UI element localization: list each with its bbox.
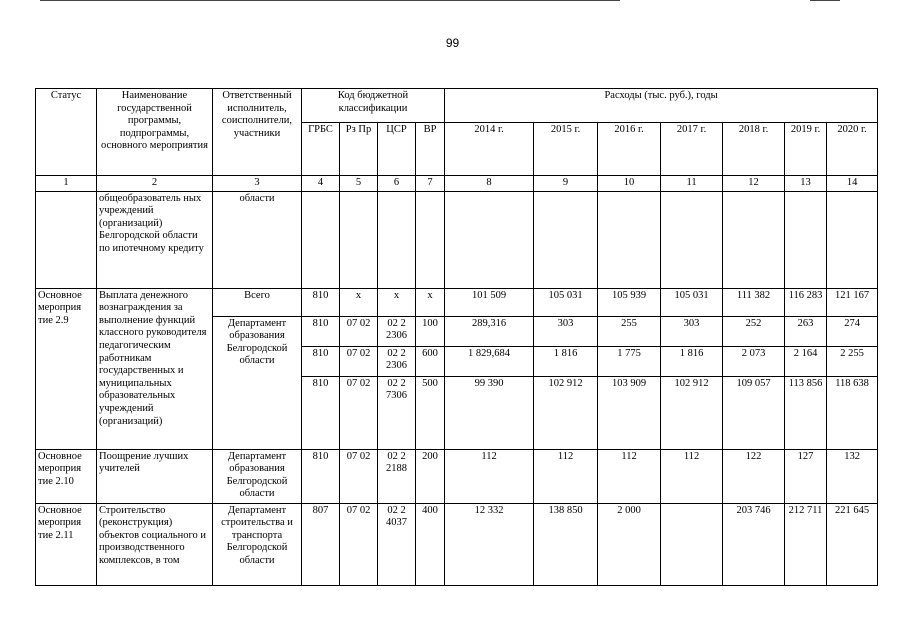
status-cell: Основное мероприя тие 2.9 bbox=[36, 288, 97, 449]
value-cell: 221 645 bbox=[827, 503, 878, 585]
value-cell: 255 bbox=[598, 316, 661, 346]
header-vr: ВР bbox=[416, 123, 445, 176]
vr-cell: 600 bbox=[416, 346, 445, 376]
executor-cell: Департамент строительства и транспорта Белгородской области bbox=[213, 503, 302, 585]
value-cell: 303 bbox=[661, 316, 723, 346]
value-cell: 112 bbox=[534, 449, 598, 503]
value-cell: 289,316 bbox=[445, 316, 534, 346]
header-year: 2019 г. bbox=[785, 123, 827, 176]
header-executor: Ответственный исполнитель, соисполнители, участники bbox=[213, 89, 302, 176]
column-number: 9 bbox=[534, 176, 598, 192]
executor-cell: Всего bbox=[213, 288, 302, 316]
value-cell: 121 167 bbox=[827, 288, 878, 316]
value-cell: 101 509 bbox=[445, 288, 534, 316]
header-year: 2020 г. bbox=[827, 123, 878, 176]
value-cell: 263 bbox=[785, 316, 827, 346]
column-number: 1 bbox=[36, 176, 97, 192]
header-expenses: Расходы (тыс. руб.), годы bbox=[445, 89, 878, 123]
page-number: 99 bbox=[445, 36, 460, 50]
status-cell: Основное мероприя тие 2.11 bbox=[36, 503, 97, 585]
value-cell: 105 031 bbox=[534, 288, 598, 316]
vr-cell: х bbox=[416, 288, 445, 316]
value-cell: 105 031 bbox=[661, 288, 723, 316]
value-cell: 112 bbox=[598, 449, 661, 503]
vr-cell: 200 bbox=[416, 449, 445, 503]
value-cell: 112 bbox=[661, 449, 723, 503]
value-cell: 1 816 bbox=[534, 346, 598, 376]
csr-cell: 02 2 2188 bbox=[378, 449, 416, 503]
column-number: 12 bbox=[723, 176, 785, 192]
header-budget-code: Код бюджетной классификации bbox=[302, 89, 445, 123]
vr-cell: 400 bbox=[416, 503, 445, 585]
header-year: 2017 г. bbox=[661, 123, 723, 176]
value-cell: 1 775 bbox=[598, 346, 661, 376]
executor-cell: Департамент образования Белгородской области bbox=[213, 449, 302, 503]
value-cell: 109 057 bbox=[723, 376, 785, 449]
value-cell: 105 939 bbox=[598, 288, 661, 316]
value-cell: 103 909 bbox=[598, 376, 661, 449]
value-cell: 116 283 bbox=[785, 288, 827, 316]
column-number: 7 bbox=[416, 176, 445, 192]
value-cell: 1 829,684 bbox=[445, 346, 534, 376]
value-cell: 303 bbox=[534, 316, 598, 346]
column-number: 14 bbox=[827, 176, 878, 192]
header-year: 2014 г. bbox=[445, 123, 534, 176]
csr-cell: х bbox=[378, 288, 416, 316]
value-cell: 99 390 bbox=[445, 376, 534, 449]
measure-name: Выплата денежного вознаграждения за выполнение функций классного руководителя педагогическим работникам государственных и муниципальных образовательных учреждений (организаций) bbox=[97, 288, 213, 449]
grbs-cell: 810 bbox=[302, 376, 340, 449]
status-cell: Основное мероприя тие 2.10 bbox=[36, 449, 97, 503]
value-cell: 203 746 bbox=[723, 503, 785, 585]
rzpr-cell: 07 02 bbox=[340, 346, 378, 376]
grbs-cell: 807 bbox=[302, 503, 340, 585]
rzpr-cell: 07 02 bbox=[340, 449, 378, 503]
column-number: 8 bbox=[445, 176, 534, 192]
value-cell bbox=[661, 503, 723, 585]
column-number: 5 bbox=[340, 176, 378, 192]
value-cell: 112 bbox=[445, 449, 534, 503]
table-row bbox=[36, 288, 878, 316]
column-number-row bbox=[36, 176, 878, 192]
continuation-executor: области bbox=[213, 191, 302, 288]
top-rule-right bbox=[810, 0, 840, 1]
header-year: 2015 г. bbox=[534, 123, 598, 176]
grbs-cell: 810 bbox=[302, 288, 340, 316]
value-cell: 2 000 bbox=[598, 503, 661, 585]
value-cell: 113 856 bbox=[785, 376, 827, 449]
table-row bbox=[36, 191, 878, 288]
grbs-cell: 810 bbox=[302, 346, 340, 376]
value-cell: 1 816 bbox=[661, 346, 723, 376]
value-cell: 2 073 bbox=[723, 346, 785, 376]
executor-cell: Департамент образования Белгородской области bbox=[213, 316, 302, 449]
column-number: 2 bbox=[97, 176, 213, 192]
header-year: 2016 г. bbox=[598, 123, 661, 176]
value-cell: 102 912 bbox=[661, 376, 723, 449]
grbs-cell: 810 bbox=[302, 449, 340, 503]
value-cell: 127 bbox=[785, 449, 827, 503]
header-rzpr: Рз Пр bbox=[340, 123, 378, 176]
value-cell: 122 bbox=[723, 449, 785, 503]
value-cell: 252 bbox=[723, 316, 785, 346]
header-status: Статус bbox=[36, 89, 97, 176]
header-name: Наименование государственной программы, подпрограммы, основного мероприятия bbox=[97, 89, 213, 176]
csr-cell: 02 2 4037 bbox=[378, 503, 416, 585]
value-cell: 111 382 bbox=[723, 288, 785, 316]
grbs-cell: 810 bbox=[302, 316, 340, 346]
rzpr-cell: 07 02 bbox=[340, 376, 378, 449]
csr-cell: 02 2 2306 bbox=[378, 316, 416, 346]
value-cell: 138 850 bbox=[534, 503, 598, 585]
header-year: 2018 г. bbox=[723, 123, 785, 176]
column-number: 10 bbox=[598, 176, 661, 192]
measure-name: Поощрение лучших учителей bbox=[97, 449, 213, 503]
column-number: 6 bbox=[378, 176, 416, 192]
measure-name: Строительство (реконструкция) объектов социального и производственного комплексов, в том bbox=[97, 503, 213, 585]
csr-cell: 02 2 7306 bbox=[378, 376, 416, 449]
column-number: 4 bbox=[302, 176, 340, 192]
top-rule bbox=[40, 0, 620, 1]
column-number: 11 bbox=[661, 176, 723, 192]
value-cell: 12 332 bbox=[445, 503, 534, 585]
value-cell: 102 912 bbox=[534, 376, 598, 449]
vr-cell: 500 bbox=[416, 376, 445, 449]
value-cell: 118 638 bbox=[827, 376, 878, 449]
table-row bbox=[36, 449, 878, 503]
header-csr: ЦСР bbox=[378, 123, 416, 176]
column-number: 13 bbox=[785, 176, 827, 192]
rzpr-cell: 07 02 bbox=[340, 316, 378, 346]
rzpr-cell: 07 02 bbox=[340, 503, 378, 585]
rzpr-cell: х bbox=[340, 288, 378, 316]
column-number: 3 bbox=[213, 176, 302, 192]
value-cell: 2 164 bbox=[785, 346, 827, 376]
header-grbs: ГРБС bbox=[302, 123, 340, 176]
value-cell: 274 bbox=[827, 316, 878, 346]
table-row bbox=[36, 503, 878, 585]
value-cell: 2 255 bbox=[827, 346, 878, 376]
expenses-table bbox=[35, 88, 878, 586]
continuation-name: общеобразователь ных учреждений (организаций) Белгородской области по ипотечному кредиту bbox=[97, 191, 213, 288]
value-cell: 132 bbox=[827, 449, 878, 503]
value-cell: 212 711 bbox=[785, 503, 827, 585]
csr-cell: 02 2 2306 bbox=[378, 346, 416, 376]
vr-cell: 100 bbox=[416, 316, 445, 346]
